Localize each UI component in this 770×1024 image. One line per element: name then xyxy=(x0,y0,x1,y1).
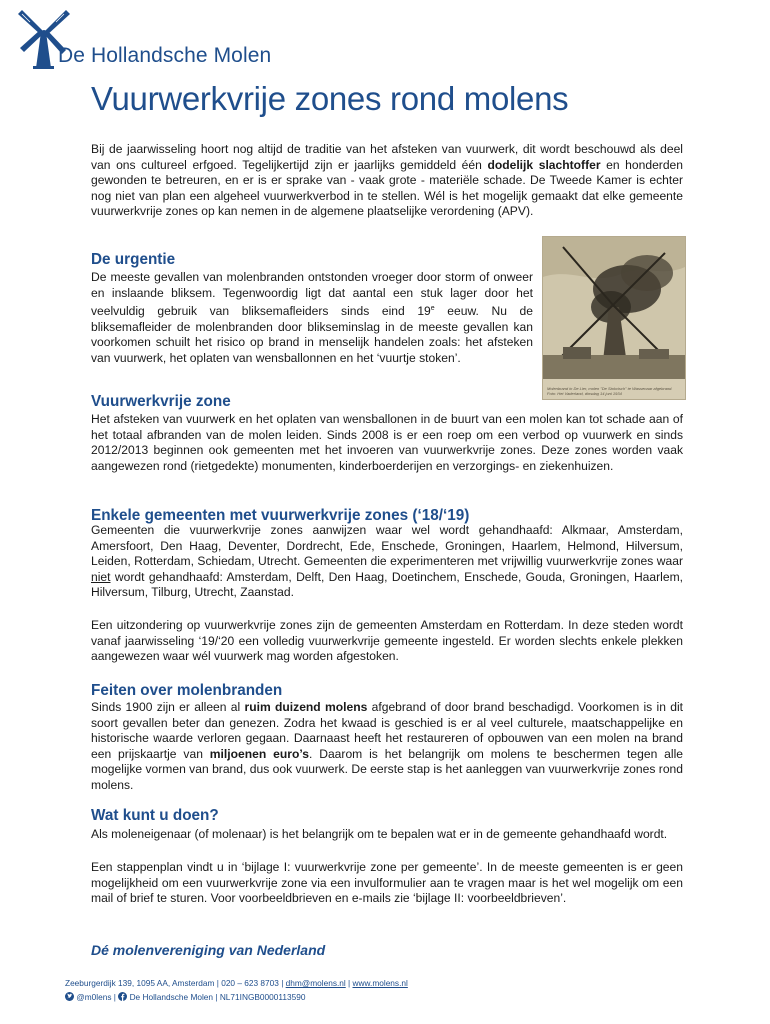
footer-website-link[interactable]: www.molens.nl xyxy=(352,978,408,988)
footer-separator: | xyxy=(345,978,353,988)
footer-email-link[interactable]: dhm@molens.nl xyxy=(285,978,346,988)
footer-contact-line xyxy=(65,978,408,988)
feiten-paragraph xyxy=(91,700,683,794)
urgentie-text-2: eeuw. Nu de bliksemafleider de molenbranden door blikseminslag in de meeste gevallen kan voorkomen schuilt het risico op brand in menselijk handelen zoals: het afsteken van vuurwerk, het oplaten van wensballonnen en het ‘vuurtje stoken’. xyxy=(91,304,533,365)
intro-text-2: en honderden gewonden te betreuren, en er is er sprake van - vaak grote - materiële schade. De Tweede Kamer is echter nog niet van plan een algeheel vuurwerkverbod in te stellen. Wél is het mogelijk gemaakt dat elke gemeente vuurwerkvrije zones op kan nemen in de algemene plaatselijke verordening (APV). xyxy=(91,157,683,219)
gemeenten-underline: niet xyxy=(91,569,111,584)
feiten-bold-1: ruim duizend molens xyxy=(244,700,368,714)
footer-iban: NL71INGB0000113590 xyxy=(219,992,306,1002)
gemeenten-text-1: Gemeenten die vuurwerkvrije zones aanwijzen waar wel wordt gehandhaafd: Alkmaar, Amsterdam, Amersfoort, Den Haag, Deventer, Dordrecht, Ede, Enschede, Groningen, Haarlem, Helmond, Hilversum, Leiden, Rotterdam, Schiedam, Utrecht. Gemeenten die experimenteren met vrijwillig vuurwerkvrije zones waar xyxy=(91,523,683,569)
footer-facebook-name[interactable]: De Hollandsche Molen xyxy=(129,992,214,1002)
page-title: Vuurwerkvrije zones rond molens xyxy=(91,80,569,117)
feiten-bold-2: miljoenen euro’s xyxy=(209,746,309,761)
urgentie-text-1: De meeste gevallen van molenbranden ontstonden vroeger door storm of onweer en inslaande bliksem. Tegenwoordig ligt dat aantal een stuk lager door het veelvuldig gebruik van bliksemafleiders sinds eind 19 xyxy=(91,270,533,319)
doen-paragraph-2: Een stappenplan vindt u in ‘bijlage I: vuurwerkvrije zone per gemeente’. In de meeste gemeenten is er geen mogelijkheid om een vuurwerkvrije zone via een invulformulier aan te vragen maar is het wel mogelijk om een mail of brief te sturen. Voor voorbeeldbrieven en e-mails zie ‘bijlage II: voorbeeldbrieven’. xyxy=(91,860,683,906)
heading-urgentie: De urgentie xyxy=(91,251,176,268)
heading-gemeenten: Enkele gemeenten met vuurwerkvrije zones (‘18/‘19) xyxy=(91,507,470,524)
twitter-icon[interactable] xyxy=(65,992,74,1001)
intro-paragraph xyxy=(91,142,683,220)
intro-bold: dodelijk slachtoffer xyxy=(487,157,601,172)
gemeenten-text-2: wordt gehandhaafd: Amsterdam, Delft, Den Haag, Doetinchem, Enschede, Gouda, Groningen, Haarlem, Hilversum, Tilburg, Utrecht, Zaanstad. xyxy=(91,569,683,600)
heading-wat-kunt-u-doen: Wat kunt u doen? xyxy=(91,807,219,824)
gemeenten-paragraph-2: Een uitzondering op vuurwerkvrije zones zijn de gemeenten Amsterdam en Rotterdam. In deze steden wordt vanaf jaarwisseling ‘19/‘20 een volledig vuurwerkvrije gemeente ingesteld. Er worden slechts enkele plekken aangewezen waar wél vuurwerk mag worden afgestoken. xyxy=(91,618,683,664)
footer-separator: | xyxy=(214,978,222,988)
feiten-text-1: Sinds 1900 zijn er alleen al xyxy=(91,700,245,714)
urgentie-paragraph xyxy=(91,270,533,367)
slogan: Dé molenvereniging van Nederland xyxy=(91,942,326,958)
zone-paragraph: Het afsteken van vuurwerk en het oplaten van wensballonen in de buurt van een molen kan tot schade aan of het totaal afbranden van de molen leiden. Sinds 2008 is er een roep om een verbod op vuurwerk en sinds 2012/2013 beginnen ook gemeenten met het invoeren van vuurwerkvrije zones. Deze zones worden vaak aangewezen rond (rietgedekte) monumenten, kinderboerderijen en verzorgings- en ziekenhuizen. xyxy=(91,412,683,473)
facebook-icon[interactable] xyxy=(118,992,127,1001)
feiten-text-2: afgebrand of door brand beschadigd. Voorkomen is in dit soort gevallen beter dan genezen. Zodra het kwaad is geschied is er al veel culturele, maatschappelijke en historische waarde verloren gegaan. Daarnaast heeft het restaureren of opbouwen van een molen na brand een prijskaartje van xyxy=(91,700,683,761)
urgentie-sup: e xyxy=(430,305,435,313)
footer-address: Zeeburgerdijk 139, 1095 AA, Amsterdam xyxy=(65,978,215,988)
footer-separator: | xyxy=(111,992,119,1002)
photo-caption: Molenbrand in De Lier, molen "De Stokvisch" te Wassenaar afgebrand. Foto: Het Vaderland, dinsdag 14 juni 1934 xyxy=(547,386,673,396)
intro-text-1: Bij de jaarwisseling hoort nog altijd de traditie van het afsteken van vuurwerk, dit wordt beschouwd als deel van ons cultureel erfgoed. Tegelijkertijd zijn er jaarlijks gemiddeld één xyxy=(91,142,683,172)
feiten-text-3: . Daarom is het belangrijk om molens te beschermen tegen alle mogelijke vormen van brand, dus ook vuurwerk. De eerste stap is het aanleggen van vuurwerkvrije zones rond molens. xyxy=(91,746,684,792)
brand-name: De Hollandsche Molen xyxy=(58,44,272,67)
windmill-fire-photo xyxy=(542,236,686,400)
heading-vuurwerkvrije-zone: Vuurwerkvrije zone xyxy=(91,393,231,410)
footer-social-line xyxy=(65,992,305,1002)
footer-separator: | xyxy=(213,992,220,1002)
footer-twitter-handle[interactable]: @m0lens xyxy=(76,992,112,1002)
doen-paragraph-1: Als moleneigenaar (of molenaar) is het belangrijk om te bepalen wat er in de gemeente gehandhaafd wordt. xyxy=(91,827,668,841)
footer-separator: | xyxy=(278,978,286,988)
heading-feiten: Feiten over molenbranden xyxy=(91,682,283,699)
footer-phone: 020 – 623 8703 xyxy=(221,978,279,988)
gemeenten-paragraph-1 xyxy=(91,523,683,601)
